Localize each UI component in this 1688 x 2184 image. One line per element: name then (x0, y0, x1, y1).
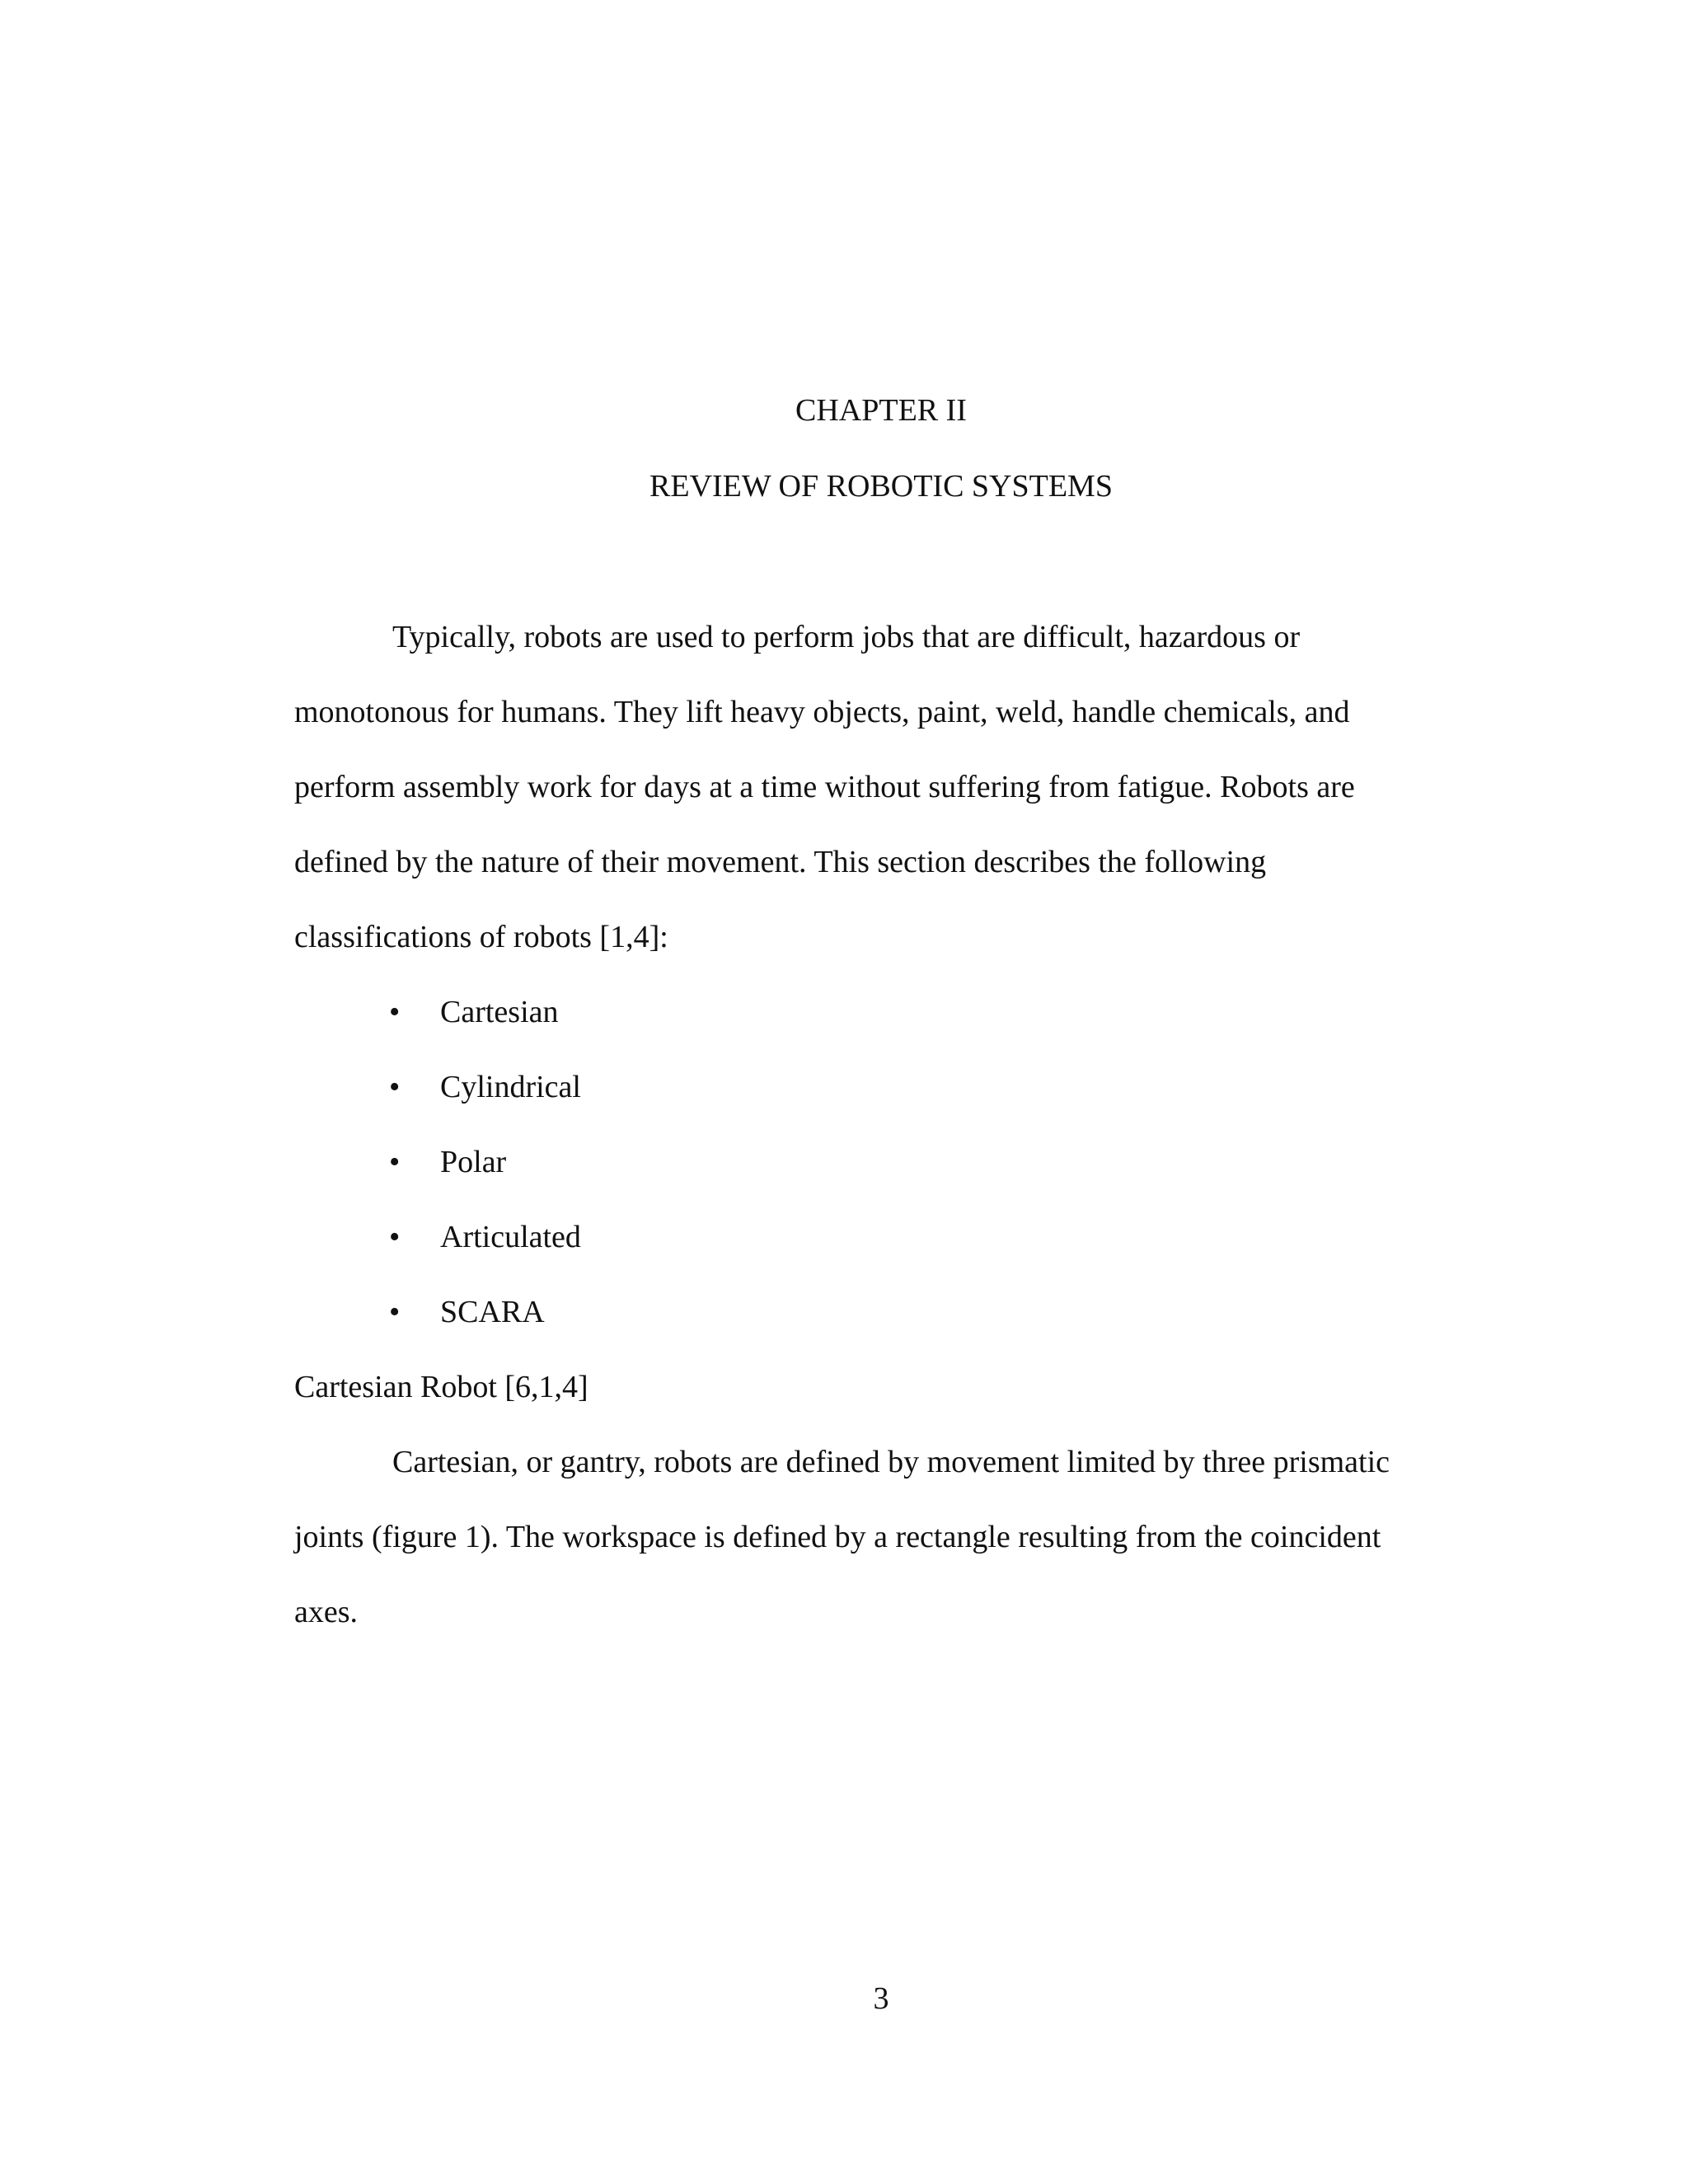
bullet-icon: • (389, 1070, 401, 1104)
classification-label: Articulated (440, 1220, 581, 1254)
intro-paragraph-line: classifications of robots [1,4]: (294, 920, 668, 954)
classification-label: SCARA (440, 1295, 545, 1329)
intro-paragraph-line: defined by the nature of their movement. This section describes the following (294, 845, 1267, 879)
intro-paragraph-line: perform assembly work for days at a time without suffering from fatigue. Robots are (294, 770, 1355, 804)
bullet-icon: • (389, 1145, 401, 1179)
classification-label: Cartesian (440, 995, 559, 1029)
section-paragraph-line: axes. (294, 1595, 359, 1629)
bullet-icon: • (389, 995, 401, 1029)
bullet-icon: • (389, 1295, 401, 1329)
section-paragraph-line: Cartesian, or gantry, robots are defined by movement limited by three prismatic (392, 1445, 1390, 1479)
classification-label: Cylindrical (440, 1070, 581, 1104)
bullet-icon: • (389, 1220, 401, 1254)
section-paragraph-line: joints (figure 1). The workspace is defined by a rectangle resulting from the coincident (294, 1520, 1381, 1554)
classification-label: Polar (440, 1145, 507, 1179)
intro-paragraph-line: Typically, robots are used to perform jobs that are difficult, hazardous or (392, 620, 1301, 654)
chapter-title: REVIEW OF ROBOTIC SYSTEMS (649, 469, 1113, 504)
page-number: 3 (873, 1981, 889, 2016)
section-heading: Cartesian Robot [6,1,4] (294, 1370, 588, 1404)
intro-paragraph-line: monotonous for humans. They lift heavy objects, paint, weld, handle chemicals, and (294, 695, 1350, 729)
chapter-number: CHAPTER II (795, 393, 967, 428)
